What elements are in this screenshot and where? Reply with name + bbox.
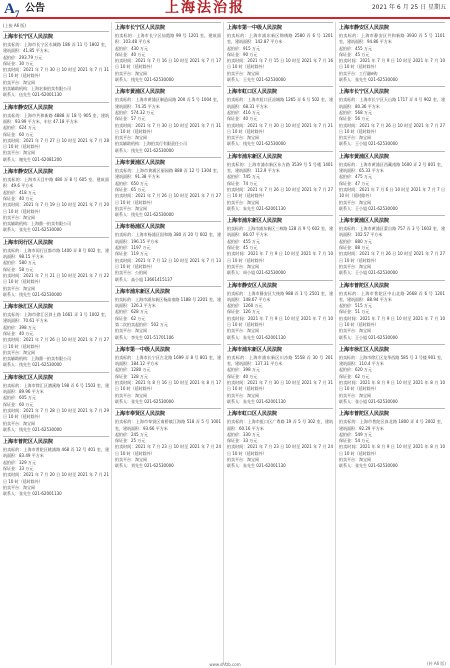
notice-field: 起拍价：245 万元 (115, 431, 148, 437)
notice-field: 拍卖平台：淘宝网 (3, 349, 35, 355)
notice-field: 保证金：40 万元 (3, 195, 34, 201)
notice-body (227, 419, 333, 469)
notice-field: 拍卖平台：淘宝网 (115, 70, 147, 76)
notice-court-title: 上海市浦东新区人民法院 (115, 288, 171, 295)
notice-field: 保证金：58 万元 (3, 266, 34, 272)
auction-notice (115, 86, 221, 157)
notice-body (3, 177, 109, 234)
notice-field: 拍卖标的：上海市徐汇区漕溪路 198 弄 6 号 1503 室，建筑面积：89.96 平方米 (3, 382, 109, 395)
auction-notice (115, 344, 221, 408)
auction-notice (227, 215, 333, 279)
notice-court-title: 上海市第一中级人民法院 (115, 346, 171, 353)
notice-body (115, 168, 221, 218)
auction-notice (227, 151, 333, 215)
notice-field: 起拍价：329 万元 (3, 459, 36, 465)
notice-field: 保证金：45 万元 (227, 245, 258, 251)
notice-field: 拍卖平台：淘宝网 (115, 205, 147, 211)
notice-field: 拍卖时间：2021 年 7 月 27 日 10 时至 2021 年 7 月 28 日 10 时（延时除外） (3, 137, 109, 150)
notice-body (3, 42, 109, 99)
notice-body (227, 33, 333, 83)
notice-body (3, 447, 109, 497)
notice-field: 起拍价：549 万元 (339, 431, 372, 437)
notice-field: 拍卖标的：上海市奉贤区南桥镇江海路 518 弄 5 号 1001 室，建筑面积：93.66 平方米 (115, 419, 221, 431)
auction-notice (227, 344, 333, 408)
notice-field: 拍卖标的：上海市浦东新区东方路 3539 号 5 号楼 1401 室，建筑面积：112.9 平方米 (227, 161, 333, 174)
notice-field: 联系人：张先生 021-62001130 (3, 491, 62, 497)
auction-notice (339, 215, 445, 279)
auction-notice (3, 372, 109, 436)
notice-body (3, 312, 109, 369)
notice-court-title: 上海市浦东新区人民法院 (227, 346, 283, 353)
notice-field: 起拍价：515 万元 (339, 303, 372, 309)
notice-field: 拍卖标的：上海市黄浦区制造局路 200 弄 5 号 1004 室，建筑面积：74.35 平方米 (115, 97, 221, 109)
notice-field: 拍卖标的：上海市长宁区古北路 1699 弄 8 号 801 室，建筑面积：184.12 平方米 (115, 354, 221, 367)
notice-field: 拍卖标的：上海市浦东新区川沙路 5558 弄 30 号 201 室，建筑面积：137.31 平方米 (227, 354, 333, 367)
notice-field: 起拍价：580 万元 (3, 260, 36, 266)
notice-field: 拍卖平台：淘宝网 (227, 263, 259, 269)
auction-notice (3, 237, 109, 301)
notice-field: 保证金：30 万元 (3, 60, 34, 66)
notice-court-title: 上海市浦东新区人民法院 (227, 153, 283, 160)
notice-field: 联系人：伍先生 021-62001130 (3, 92, 62, 98)
notice-field: 拍卖时间：2021 年 7 月 23 日 10 时至 2021 年 7 月 24 日 10 时（延时除外） (115, 444, 221, 456)
notice-body (115, 33, 221, 83)
notice-court-title: 上海市虹口区人民法院 (227, 89, 278, 96)
notice-court-title: 上海市杨浦区人民法院 (115, 224, 166, 231)
notice-field: 拍卖平台：淘宝网 (3, 420, 35, 426)
notice-field: 保证金：56 万元 (339, 116, 370, 122)
notice-field: 拍卖时间：2021 年 8 月 9 日 10 时至 2021 年 8 月 10 日 10 时（延时除外） (339, 444, 445, 456)
notice-field: 保证金：57 万元 (115, 116, 146, 122)
auction-notice (115, 221, 221, 285)
notice-field: 拍卖标的：上海市虹口区凉城路 1265 弄 6 号 502 室，建筑面积：68.31 平方米 (227, 97, 333, 109)
page-number-badge: $A_7$ (4, 1, 20, 19)
notice-body (115, 232, 221, 282)
notice-field: 拍卖平台：淘宝网 (3, 285, 35, 291)
notice-column (227, 22, 336, 665)
notice-body (339, 419, 445, 469)
notice-field: 起拍价：293.79 万元 (3, 54, 43, 60)
notice-field: 拍卖时间：2021 年 7 月 26 日 10 时至 2021 年 7 月 27 日 10 时（延时除外） (227, 186, 333, 199)
notice-field: 联系人：朱先生 021-62001130 (227, 463, 286, 469)
notice-field: 拍卖平台：淘宝网 (3, 79, 35, 85)
notice-field: 起拍价：915 万元 (227, 45, 260, 51)
auction-notice (3, 166, 109, 237)
notice-court-title: 上海市静安区人民法院 (227, 282, 278, 289)
notice-field: 拍卖时间：2021 年 7 月 16 日 10 时至 2021 年 7 月 17 日 10 时（延时除外） (115, 58, 221, 70)
notice-field: 起拍价：605 万元 (3, 395, 36, 401)
notice-field: 拍卖平台：淘宝网 (115, 135, 147, 141)
auction-notice (227, 22, 333, 86)
notice-court-title: 上海市徐汇区人民法院 (3, 304, 54, 311)
auction-notice (3, 102, 109, 166)
notice-field: 保证金：45 万元 (339, 51, 370, 57)
notice-field: 起拍价：1197 万元 (115, 245, 151, 251)
notice-field: 起拍价：568 万元 (339, 109, 372, 115)
notice-column (115, 22, 224, 665)
notice-field: 拍卖时间：2021 年 7 月 30 日 10 时至 2021 年 7 月 31 日 10 时（延时除外） (115, 122, 221, 134)
notice-field: 拍卖标的：上海市黄浦区西藏南路 1600 弄 2 号 801 室，建筑面积：65.33 平方米 (339, 161, 445, 174)
notice-field: 第二次拍卖起拍价：502 万元 (115, 321, 168, 327)
notice-field: 拍卖平台：淘宝网 (3, 484, 35, 490)
notice-field: 拍卖标的：上海市浦东新区三林路 128 弄 9 号 602 室，建筑面积：86.07 平方米 (227, 226, 333, 238)
notice-field: 联系人：朱先生 021-62001130 (227, 334, 286, 340)
notice-body (227, 97, 333, 147)
notice-field: 拍卖时间：2021 年 7 月 28 日 10 时至 2021 年 7 月 29 日 10 时（延时除外） (3, 407, 109, 420)
notice-field: 联系人：王小姐 021-62530000 (339, 141, 398, 147)
auction-notice (339, 86, 445, 150)
notice-court-title: 上海市长宁区人民法院 (339, 89, 390, 96)
notice-court-title: 上海市普陀区人民法院 (3, 439, 54, 446)
notice-field: 拍卖时间：2021 年 7 月 20 日 10 时至 2021 年 7 月 21 日 10 时（延时除外） (3, 472, 109, 484)
notice-field: 起拍价：574.32 万元 (115, 109, 155, 115)
notice-field: 起拍价：1280 万元 (115, 367, 151, 373)
notice-body (339, 33, 445, 83)
notice-field: 起拍价：398 万元 (3, 324, 36, 330)
notice-field: 保证金：54 万元 (339, 438, 370, 444)
notice-field: 拍卖平台：淘宝网 (115, 328, 147, 334)
notice-column (3, 22, 112, 665)
notice-field: 联系人：钱先生 021-62530000 (115, 212, 174, 218)
notice-body (339, 162, 445, 212)
notice-field: 拍卖标的：上海市浦东新区杨高南路 1188 号 2201 室，建筑面积：126.3 平方米 (115, 296, 221, 309)
notice-field: 拍卖辅助机构：上海宏泰拍卖有限公司 (3, 86, 71, 92)
notice-field: 拍卖时间：2021 年 7 月 30 日 10 时至 2021 年 7 月 31 日 10 时（延时除外） (227, 380, 333, 392)
notice-field: 保证金：40 万元 (115, 51, 146, 57)
notice-court-title: 上海市奉贤区人民法院 (115, 411, 166, 418)
notice-field: 拍卖标的：上海市普陀区中山北路 2668 弄 6 号 1201 室，建筑面积：88.94 平方米 (339, 290, 445, 302)
notice-body (115, 297, 221, 341)
notice-field: 联系人：钱先生 021-62530000 (3, 362, 62, 368)
notice-field: 拍卖标的：上海市浦东新区锦绣路 2580 弄 6 号 1201 室，建筑面积：142.87 平方米 (227, 33, 333, 45)
footer-credit: www.shfzb.com (209, 662, 241, 667)
notice-field: 拍卖时间：2021 年 7 月 26 日 10 时至 2021 年 7 月 27 日 10 时（延时除外） (3, 337, 109, 349)
notice-field: 拍卖标的：上海市普陀区真北路 1800 弄 4 号 2002 室，建筑面积：92.29 平方米 (339, 419, 445, 431)
notice-field: 保证金：40 万元 (3, 330, 34, 336)
notice-field: 拍卖标的：上海市静安区共和新路 3930 弄 5 号 1101 室，建筑面积：94.86 平方米 (339, 33, 445, 45)
notice-field: 拍卖时间：2021 年 7 月 19 日 10 时至 2021 年 7 月 20 日 10 时（延时除外） (3, 202, 109, 214)
notice-field: 联系人：张先生 021-62530000 (339, 463, 398, 469)
notice-body (115, 97, 221, 154)
notice-field: 拍卖时间：2021 年 8 月 9 日 10 时至 2021 年 8 月 10 日 10 时（延时除外） (339, 380, 445, 392)
notice-field: 联系人：刘先生 021-62530000 (115, 463, 174, 469)
notice-field: 拍卖时间：2021 年 7 月 9 日 10 时至 2021 年 7 月 10 日 10 时（延时除外） (339, 315, 445, 327)
notice-field: 起拍价：624 万元 (3, 125, 36, 131)
notice-field: 拍卖时间：2021 年 7 月 6 日 10 时至 2021 年 7 月 7 日 10 时（延时除外） (339, 186, 445, 199)
notice-field: 起拍价：455 万元 (227, 238, 260, 244)
notice-court-title: 上海市普陀区人民法院 (339, 411, 390, 418)
notice-field: 拍卖标的：上海市天目中路 480 弄 8 号 605 室，建筑面积：49.6 平方米 (3, 177, 109, 189)
notice-field: 拍卖平台：淘宝网 (115, 457, 147, 463)
notice-field: 联系人：周小姐 021-62530000 (227, 270, 286, 276)
auction-notice (3, 31, 109, 102)
notice-field: 保证金：90 万元 (227, 51, 258, 57)
notice-field: 保证金：40 万元 (227, 116, 258, 122)
notice-field: 联系人：王小姐 021-62530000 (339, 270, 398, 276)
notice-body (227, 162, 333, 212)
auction-notice (227, 408, 333, 472)
auction-notice (227, 280, 333, 344)
notice-body (339, 97, 445, 147)
notice-field: 拍卖平台：淘宝网 (339, 392, 371, 398)
notice-field: 拍卖标的：上海市共和新路 4888 弄 18 号 905 室，建筑面积：93.99 平方米，车位 47.18 平方米 (3, 112, 109, 124)
auction-notice (339, 408, 445, 472)
notice-field: 拍卖辅助机构：上海鼎一拍卖有限公司 (3, 221, 71, 227)
notice-field: 联系人：王小姐 021-62530000 (339, 205, 398, 211)
notice-field: 拍卖标的：上海市杨浦区国和路 380 弄 20 号 602 室，建筑面积：196.15 平方米 (115, 232, 221, 244)
notice-field: 联系人：钱先生 021-62530000 (115, 147, 174, 153)
notice-field: 保证金：128 万元 (115, 373, 148, 379)
notice-field: 拍卖平台：淘宝网 (339, 199, 371, 205)
notice-body (115, 419, 221, 469)
notice-field: 拍卖标的：上海市长宁区仙霞路 99 号 1201 室，建筑面积：103.48 平方米 (115, 33, 221, 45)
notice-court-title: 上海市黄浦区人民法院 (339, 218, 390, 225)
auction-notice (115, 22, 221, 86)
notice-field: 联系人：钱先生 021-62530000 (3, 291, 62, 297)
notice-field: 拍卖标的：上海市黄浦区丽园路 888 弄 12 号 1304 室，建筑面积：91.38 平方米 (115, 168, 221, 180)
notice-body (339, 226, 445, 276)
notice-field: 拍卖标的：上海市长宁区水城路 186 弄 11 号 1802 室，建筑面积：41.85 平方米； (3, 42, 109, 54)
auction-notice (115, 286, 221, 344)
notice-field: 拍卖平台：淘宝网 (227, 199, 259, 205)
notice-field: 拍卖时间：2021 年 7 月 9 日 10 时至 2021 年 7 月 10 日 10 时（延时除外） (339, 58, 445, 70)
notice-body (339, 355, 445, 405)
notice-field: 拍卖时间：2021 年 7 月 20 日 10 时至 2021 年 7 月 21 日 10 时（延时除外） (227, 122, 333, 134)
notice-field: 拍卖平台：淘宝网 (3, 214, 35, 220)
auction-notice (227, 86, 333, 150)
notice-field: 起拍价：455 万元 (339, 45, 372, 51)
notice-field: 拍卖平台：淘宝网 (339, 457, 371, 463)
notice-field: 起拍价：620 万元 (339, 367, 372, 373)
notice-field: 起拍价：745 万元 (227, 174, 260, 180)
notice-body (3, 248, 109, 298)
notice-field: 联系人：钱先生 021-62530000 (3, 426, 62, 432)
notice-field: 起拍价：398 万元 (227, 367, 260, 373)
notice-field: 拍卖平台：淘宝网 (3, 150, 35, 156)
notice-field: 拍卖辅助机构：上海鼎一拍卖有限公司 (3, 356, 71, 362)
notice-field: 拍卖标的：上海市虹口区广粤路 19 弄 5 号 302 室，建筑面积：60.16 平方米 (227, 419, 333, 431)
notice-field: 保证金：60 万元 (3, 401, 34, 407)
auction-notice (339, 151, 445, 215)
notice-field: 拍卖时间：2021 年 7 月 15 日 10 时至 2021 年 7 月 16 日 10 时（延时除外） (227, 58, 333, 70)
notice-field: 联系人：张先生 021-62530000 (115, 398, 174, 404)
notice-field: 保证金：51 万元 (339, 309, 370, 315)
notice-field: 拍卖标的：上海市普陀区桃浦路 468 弄 12 号 401 室，建筑面积：83.49 平方米 (3, 447, 109, 459)
notice-body (115, 355, 221, 405)
notice-field: 保证金：25 万元 (115, 438, 146, 444)
notice-field: 拍卖时间：2021 年 7 月 12 日 10 时至 2021 年 7 月 13 日 10 时（延时除外） (115, 257, 221, 269)
notice-field: 拍卖平台：淘宝网 (339, 135, 371, 141)
notice-field: 保证金：47 万元 (339, 180, 370, 186)
notice-field: 联系人：王小姐 021-62530000 (339, 334, 398, 340)
notice-field: 保证金：88 万元 (339, 245, 370, 251)
notice-field: 拍卖辅助机构：上海拍卖行有限责任公司 (115, 141, 187, 147)
notice-field: 保证金：119 万元 (115, 251, 148, 257)
auction-notice (3, 301, 109, 372)
notice-field: 拍卖时间：2021 年 7 月 26 日 10 时至 2021 年 7 月 27 日 10 时（延时除外） (339, 122, 445, 134)
notice-field: 起拍价：880 万元 (339, 238, 372, 244)
notice-court-title: 上海市静安区人民法院 (339, 25, 390, 31)
section-label: 公告 (25, 3, 45, 14)
notice-field: 联系人：张先生 021-62530000 (3, 227, 62, 233)
notice-field: 联系人：朱先生 021-62001130 (227, 205, 286, 211)
notice-columns (3, 22, 447, 665)
notice-field: 拍卖平台：淘宝网 (339, 328, 371, 334)
notice-court-title: 上海市浦东新区人民法院 (227, 218, 283, 225)
notice-field: 拍卖时间：2021 年 7 月 26 日 10 时至 2021 年 7 月 27 日 10 时（延时除外） (339, 251, 445, 263)
notice-field: 起拍价：330 万元 (227, 431, 260, 437)
notice-court-title: 上海市静安区人民法院 (3, 104, 54, 111)
notice-field: 拍卖标的：上海市黄浦区蒙自路 757 弄 3 号 1603 室，建筑面积：102.57 平方米 (339, 226, 445, 238)
notice-body (339, 291, 445, 341)
auction-notice (115, 157, 221, 221)
notice-field: 拍卖时间：2021 年 8 月 16 日 10 时至 2021 年 8 月 17 日 10 时（延时除外） (115, 380, 221, 392)
notice-field: 拍卖标的：上海市静安区大统路 988 弄 1 号 2501 室，建筑面积：148.67 平方米 (227, 290, 333, 302)
notice-field: 拍卖时间：2021 年 7 月 30 日 10 时至 2021 年 7 月 31 日 10 时（延时除外） (3, 67, 109, 79)
notice-field: 拍卖时间：2021 年 7 月 9 日 10 时至 2021 年 7 月 10 日 10 时（延时除外） (227, 315, 333, 327)
notice-court-title: 上海市第一中级人民法院 (227, 25, 283, 31)
notice-field: 拍卖平台：工行融e购 (339, 70, 378, 76)
issue-date: 2021 年 6 月 25 日 星期五 (371, 4, 446, 11)
notice-court-title: 上海市黄浦区人民法院 (115, 89, 166, 96)
notice-field: 拍卖平台：淘宝网 (227, 392, 259, 398)
auction-notice (339, 344, 445, 408)
notice-court-title: 上海市长宁区人民法院 (3, 34, 54, 40)
notice-field: 拍卖标的：上海市长宁区天山路 1717 弄 4 号 902 室，建筑面积：80.36 平方米 (339, 97, 445, 109)
notice-field: 拍卖平台：淘宝网 (227, 457, 259, 463)
notice-court-title: 上海市徐汇区人民法院 (3, 374, 54, 381)
notice-body (227, 226, 333, 276)
notice-body (3, 113, 109, 163)
notice-court-title: 上海市普陀区人民法院 (339, 282, 390, 289)
notice-field: 拍卖标的：上海市闵行区都市路 1400 弄 8 号 602 室，建筑面积：98.15 平方米 (3, 247, 109, 260)
notice-court-title: 上海市徐汇区人民法院 (339, 346, 390, 353)
notice-field: 拍卖平台：公拍网 (115, 270, 147, 276)
notice-court-title: 上海市虹口区人民法院 (227, 411, 278, 418)
notice-field: 拍卖平台：淘宝网 (227, 70, 259, 76)
notice-field: 拍卖平台：淘宝网 (339, 263, 371, 269)
notice-court-title: 上海市黄浦区人民法院 (339, 153, 390, 160)
auction-notice (339, 280, 445, 344)
auction-notice (115, 408, 221, 472)
notice-field: 保证金：74 万元 (227, 180, 258, 186)
notice-field: 拍卖标的：上海市徐汇区斜土路 1661 弄 3 号 1002 室，建筑面积：70.61 平方米 (3, 312, 109, 324)
notice-field: 拍卖时间：2021 年 7 月 23 日 10 时至 2021 年 7 月 24 日 10 时（延时除外） (227, 444, 333, 456)
notice-field: 起拍价：475 万元 (339, 174, 372, 180)
notice-field: 保证金：65 万元 (115, 186, 146, 192)
notice-field: 联系人：钱先生 021-62530000 (115, 77, 174, 83)
notice-field: 保证金：62 万元 (339, 373, 370, 379)
notice-body (3, 383, 109, 433)
notice-field: 拍卖标的：上海市徐汇区龙华西路 585 号 3 号楼 901 室，建筑面积：110.4 平方米 (339, 354, 445, 367)
notice-field: 拍卖时间：2021 年 7 月 21 日 10 时至 2021 年 7 月 22 日 10 时（延时除外） (3, 272, 109, 285)
notice-field: 拍卖时间：2021 年 7 月 9 日 10 时至 2021 年 7 月 10 日 10 时（延时除外） (227, 251, 333, 263)
page-header (0, 0, 450, 19)
notice-field: 起拍价：416 万元 (227, 109, 260, 115)
notice-field: 拍卖平台：淘宝网 (227, 135, 259, 141)
notice-field: 联系人：张先生 021-62530000 (339, 77, 398, 83)
notice-court-title: 上海市黄浦区人民法院 (115, 160, 166, 167)
notice-court-title: 上海市闵行区人民法院 (3, 239, 54, 246)
notice-field: 联系人：张小姐 021-62530000 (339, 398, 398, 404)
notice-field: 联系人：钱先生 021-62530000 (227, 141, 286, 147)
notice-field: 拍卖平台：淘宝网 (227, 328, 259, 334)
notice-body (227, 355, 333, 405)
notice-field: 保证金：62 万元 (115, 315, 146, 321)
notice-field: 保证金：33 万元 (227, 438, 258, 444)
notice-field: 起拍价：430 万元 (115, 45, 148, 51)
notice-field: 保证金：60 万元 (3, 131, 34, 137)
newspaper-masthead: 上海法治报 (165, 0, 245, 16)
notice-field: 起拍价：1260 万元 (227, 303, 263, 309)
notice-field: 保证金：40 万元 (227, 373, 258, 379)
continuation-note: (上接 A6 版) (3, 23, 26, 28)
notice-field: 拍卖时间：2021 年 7 月 26 日 10 时至 2021 年 7 月 27 日 10 时（延时除外） (115, 193, 221, 205)
notice-body (227, 291, 333, 341)
notice-field: 联系人：王先生 021-62530000 (227, 77, 286, 83)
notice-court-title: 上海市静安区人民法院 (3, 169, 54, 176)
notice-column (339, 22, 447, 665)
notice-field: 联系人：谢先生 021-62081200 (3, 156, 62, 162)
auction-notice (3, 436, 109, 500)
notice-court-title: 上海市长宁区人民法院 (115, 25, 166, 31)
notice-field: 联系人：朱先生 021-62001130 (227, 398, 286, 404)
notice-field: 起拍价：628 万元 (115, 309, 148, 315)
auction-notice (339, 22, 445, 86)
notice-field: 拍卖平台：淘宝网 (115, 392, 147, 398)
notice-field: 联系人：高小姐 13661415137 (115, 276, 173, 282)
footer-continuation-note: (转 A6 版) (427, 661, 446, 666)
notice-field: 保证金：33 万元 (3, 466, 34, 472)
notice-field: 起拍价：418 万元 (3, 189, 36, 195)
notice-field: 起拍价：650 万元 (115, 180, 148, 186)
notice-field: 保证金：126 万元 (227, 309, 260, 315)
notice-field: 联系人：李先生 021-51701106 (115, 334, 174, 340)
